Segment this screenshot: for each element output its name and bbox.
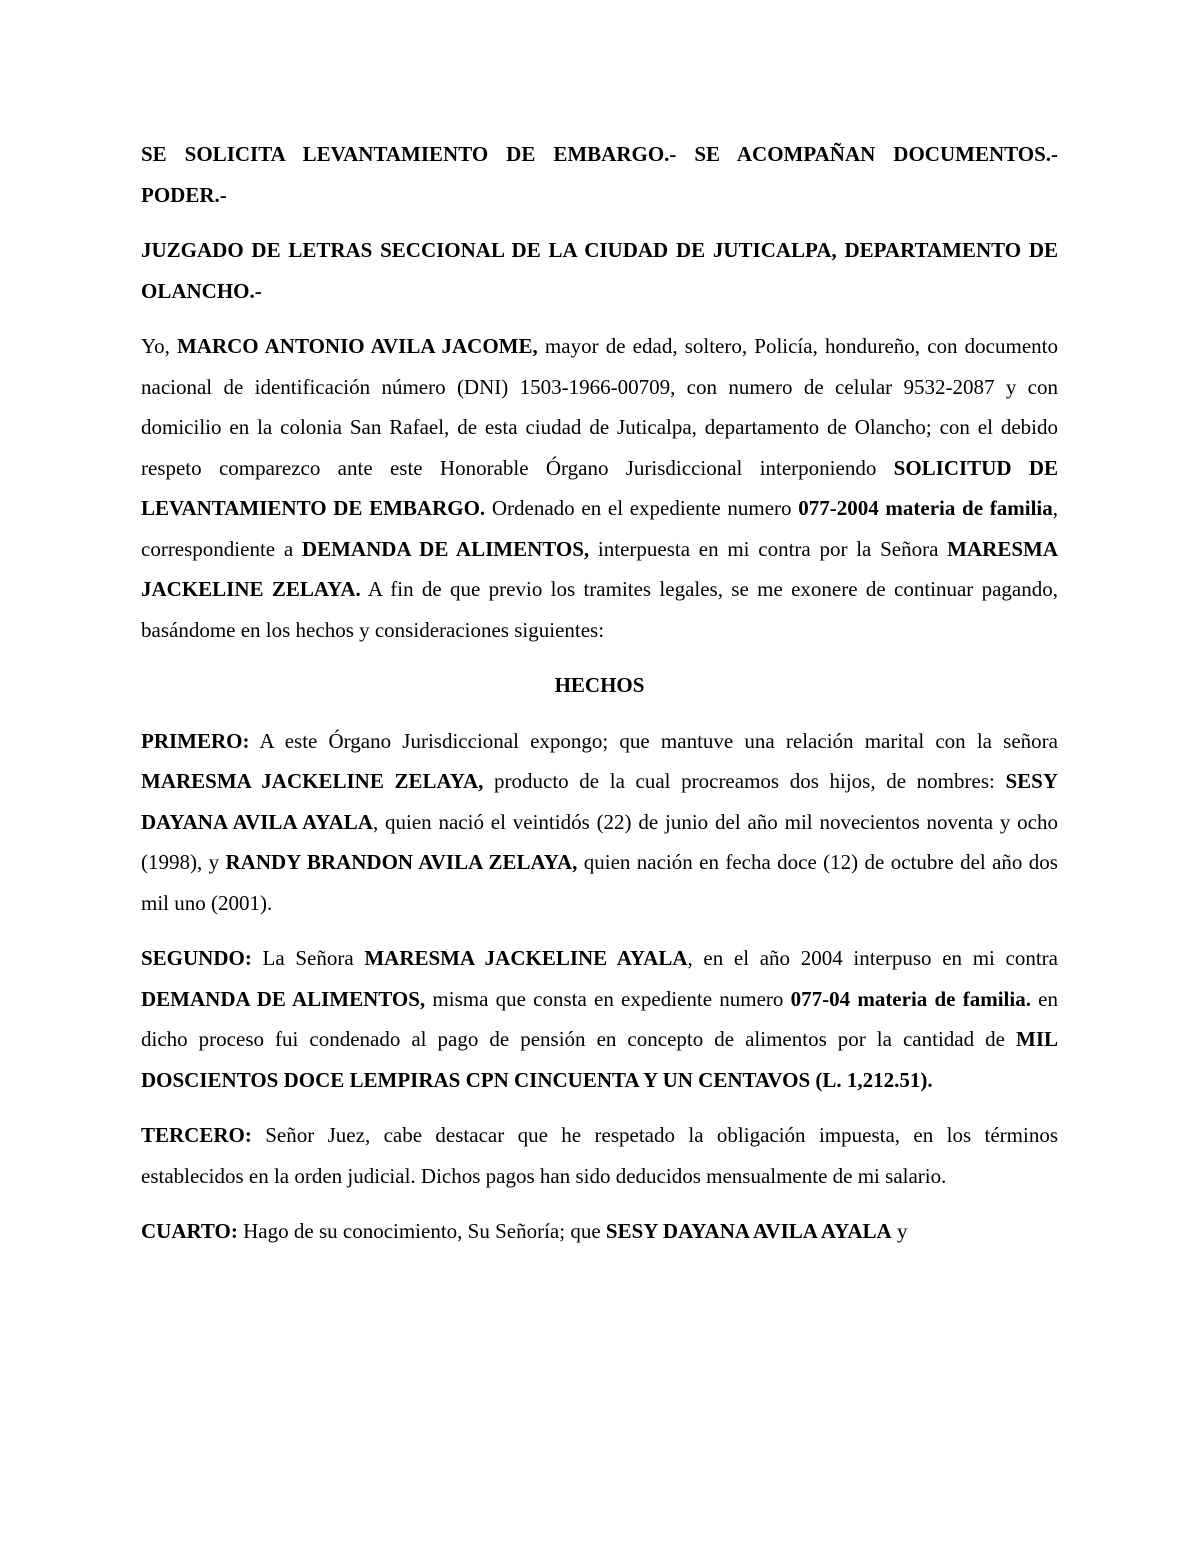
bold-text-run: MIL DOSCIENTOS DOCE LEMPIRAS CPN CINCUENTA Y UN CENTAVOS (L. 1,212.51). [141,1027,1058,1092]
section-title-hechos: HECHOS [554,673,645,697]
text-run: Señor Juez, cabe destacar que he respetado la obligación impuesta, en los términos establecidos en la orden judicial. Dichos pagos han sido deducidos mensualmente de mi salario. [141,1123,1058,1188]
text-run: interpuesta en mi contra por la Señora [589,536,948,561]
text-run: mayor de edad, soltero, Policía, hondureño, con documento nacional de identificación número (DNI) 1503-1966-00709, con numero de celular 9532-2087 y con domicilio en la colonia San Rafael, de esta ciudad de Juticalpa, departamento de Olancho; con el debido respeto comparezco ante este Honorable Órgano Jurisdiccional interponiendo [141,334,1058,480]
text-run: , correspondiente a [141,496,1058,561]
bold-text-run: SESY DAYANA AVILA AYALA [141,769,1059,834]
text-run: A este Órgano Jurisdiccional expongo; que mantuve una relación marital con la señora [249,728,1058,753]
bold-text-run: SOLICITUD DE LEVANTAMIENTO DE EMBARGO. [141,455,1058,520]
text-run: A fin de que previo los tramites legales, se me exonere de continuar pagando, basándome en los hechos y consideraciones siguientes: [141,577,1059,642]
bold-text-run: SEGUNDO: [141,946,252,970]
text-run: , quien nació el veintidós (22) de junio del año mil novecientos noventa y ocho (1998), y [141,809,1058,874]
bold-text-run: MARESMA JACKELINE ZELAYA. [141,536,1058,601]
bold-text-run: 077-2004 materia de familia [798,496,1053,520]
text-run: quien nación en fecha doce (12) de octubre del año dos mil uno (2001). [141,850,1058,915]
text-run: Hago de su conocimiento, Su Señoría; que [237,1219,606,1243]
bold-text-run: CUARTO: [141,1219,238,1243]
intro-paragraph [141,326,1058,650]
fact-cuarto [141,1211,1058,1252]
bold-text-run: MARESMA JACKELINE ZELAYA, [141,769,484,793]
text-run: y [891,1219,908,1243]
document-subject: SE SOLICITA LEVANTAMIENTO DE EMBARGO.- SE ACOMPAÑAN DOCUMENTOS.- PODER.- [141,142,1058,207]
bold-text-run: MARESMA JACKELINE AYALA [364,946,688,970]
bold-text-run: PRIMERO: [141,728,250,753]
court-address: JUZGADO DE LETRAS SECCIONAL DE LA CIUDAD DE JUTICALPA, DEPARTAMENTO DE OLANCHO.- [141,238,1058,303]
document-page [141,134,1058,1267]
text-run: en dicho proceso fui condenado al pago de pensión en concepto de alimentos por la cantidad de [141,986,1059,1051]
bold-text-run: RANDY BRANDON AVILA ZELAYA, [225,850,578,874]
fact-segundo [141,938,1058,1100]
bold-text-run: TERCERO: [141,1123,252,1147]
bold-text-run: 077-04 materia de familia. [790,986,1031,1011]
bold-text-run: SESY DAYANA AVILA AYALA [605,1219,892,1243]
text-run: La Señora [251,946,365,970]
text-run: , en el año 2004 interpuso en mi contra [687,946,1058,970]
text-run: Ordenado en el expediente numero [485,496,799,520]
bold-text-run: MARCO ANTONIO AVILA JACOME, [176,334,538,358]
text-run: misma que consta en expediente numero [425,986,791,1011]
fact-primero [141,721,1058,924]
fact-tercero [141,1115,1058,1196]
text-run: producto de la cual procreamos dos hijos, de nombres: [483,769,1006,793]
text-run: Yo, [141,334,177,358]
bold-text-run: DEMANDA DE ALIMENTOS, [141,986,426,1011]
bold-text-run: DEMANDA DE ALIMENTOS, [301,536,590,561]
